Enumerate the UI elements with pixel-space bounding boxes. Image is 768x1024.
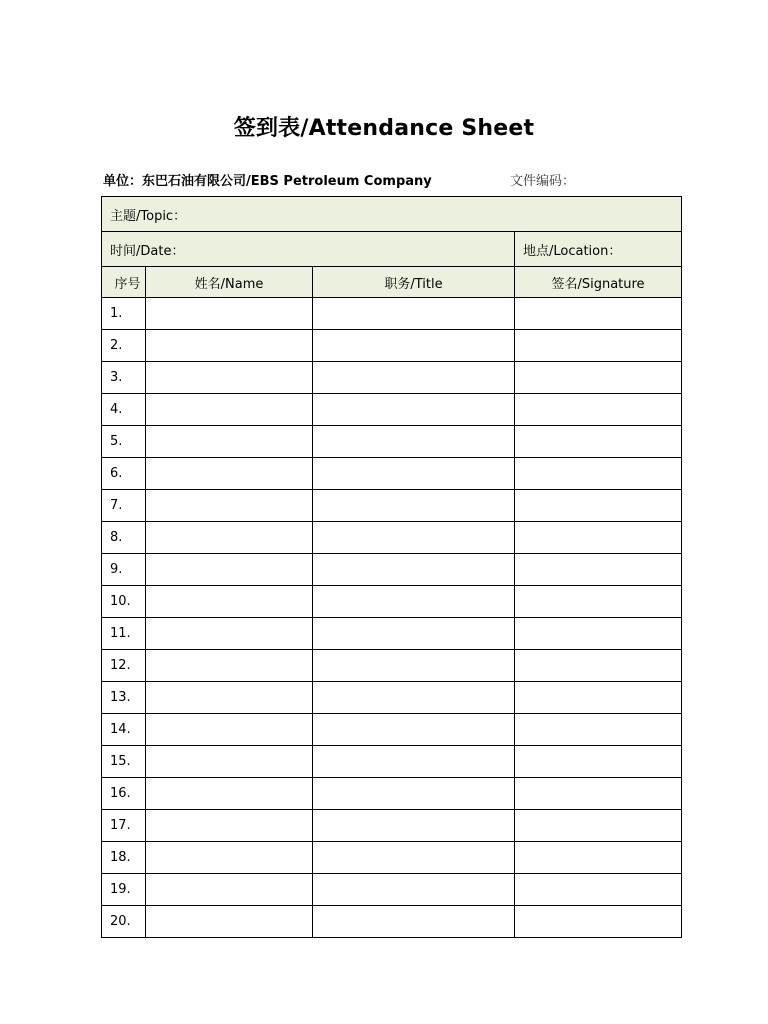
table-row [102,842,682,874]
signature-cell[interactable] [515,906,682,938]
signature-cell[interactable] [515,394,682,426]
signature-cell[interactable] [515,522,682,554]
signature-cell[interactable] [515,586,682,618]
name-cell[interactable] [146,906,313,938]
row-index: 13. [102,682,146,714]
header-title: 职务/Title [313,267,515,298]
title-cell[interactable] [313,298,515,330]
signature-cell[interactable] [515,362,682,394]
table-row [102,810,682,842]
topic-field[interactable]: 主题/Topic： [102,197,682,232]
row-index: 15. [102,746,146,778]
table-row [102,778,682,810]
name-cell[interactable] [146,298,313,330]
name-cell[interactable] [146,618,313,650]
row-index: 19. [102,874,146,906]
title-cell[interactable] [313,746,515,778]
row-index: 6. [102,458,146,490]
title-cell[interactable] [313,490,515,522]
signature-cell[interactable] [515,330,682,362]
name-cell[interactable] [146,522,313,554]
title-cell[interactable] [313,778,515,810]
title-cell[interactable] [313,650,515,682]
row-index: 4. [102,394,146,426]
row-index: 5. [102,426,146,458]
signature-cell[interactable] [515,554,682,586]
table-row [102,458,682,490]
title-cell[interactable] [313,682,515,714]
row-index: 11. [102,618,146,650]
signature-cell[interactable] [515,618,682,650]
header-signature: 签名/Signature [515,267,682,298]
name-cell[interactable] [146,682,313,714]
doc-number-label: 文件编码： [510,174,576,189]
name-cell[interactable] [146,778,313,810]
signature-cell[interactable] [515,458,682,490]
location-field[interactable]: 地点/Location： [515,232,682,267]
table-row [102,394,682,426]
name-cell[interactable] [146,810,313,842]
table-row [102,618,682,650]
table-row [102,522,682,554]
name-cell[interactable] [146,362,313,394]
row-index: 12. [102,650,146,682]
date-field[interactable]: 时间/Date： [102,232,515,267]
row-index: 1. [102,298,146,330]
name-cell[interactable] [146,874,313,906]
row-index: 10. [102,586,146,618]
table-row [102,490,682,522]
row-index: 3. [102,362,146,394]
title-cell[interactable] [313,906,515,938]
table-row [102,650,682,682]
row-index: 14. [102,714,146,746]
table-header-row [102,267,682,298]
table-row [102,298,682,330]
title-cell[interactable] [313,618,515,650]
name-cell[interactable] [146,490,313,522]
signature-cell[interactable] [515,298,682,330]
name-cell[interactable] [146,426,313,458]
title-cell[interactable] [313,874,515,906]
signature-cell[interactable] [515,778,682,810]
title-cell[interactable] [313,714,515,746]
title-cell[interactable] [313,330,515,362]
table-row [102,714,682,746]
signature-cell[interactable] [515,874,682,906]
table-row [102,874,682,906]
signature-cell[interactable] [515,426,682,458]
row-index: 16. [102,778,146,810]
name-cell[interactable] [146,394,313,426]
signature-cell[interactable] [515,746,682,778]
signature-cell[interactable] [515,490,682,522]
signature-cell[interactable] [515,714,682,746]
table-row [102,586,682,618]
title-cell[interactable] [313,842,515,874]
table-row [102,426,682,458]
title-cell[interactable] [313,522,515,554]
signature-cell[interactable] [515,650,682,682]
title-cell[interactable] [313,458,515,490]
table-row [102,906,682,938]
name-cell[interactable] [146,746,313,778]
row-index: 17. [102,810,146,842]
row-index: 2. [102,330,146,362]
name-cell[interactable] [146,458,313,490]
topic-row [102,197,682,232]
date-location-row [102,232,682,267]
name-cell[interactable] [146,650,313,682]
name-cell[interactable] [146,554,313,586]
row-index: 18. [102,842,146,874]
name-cell[interactable] [146,586,313,618]
table-row [102,330,682,362]
title-cell[interactable] [313,586,515,618]
title-cell[interactable] [313,810,515,842]
row-index: 20. [102,906,146,938]
signature-cell[interactable] [515,682,682,714]
row-index: 7. [102,490,146,522]
header-name: 姓名/Name [146,267,313,298]
name-cell[interactable] [146,842,313,874]
name-cell[interactable] [146,714,313,746]
name-cell[interactable] [146,330,313,362]
title-cell[interactable] [313,362,515,394]
title-cell[interactable] [313,394,515,426]
attendance-table [101,196,682,938]
signature-cell[interactable] [515,810,682,842]
row-index: 8. [102,522,146,554]
signature-cell[interactable] [515,842,682,874]
document-title: 签到表/Attendance Sheet [233,116,535,141]
header-index: 序号 [102,267,146,298]
row-index: 9. [102,554,146,586]
title-cell[interactable] [313,554,515,586]
table-row [102,682,682,714]
title-cell[interactable] [313,426,515,458]
table-row [102,554,682,586]
table-row [102,746,682,778]
table-row [102,362,682,394]
company-label: 单位：东巴石油有限公司/EBS Petroleum Company [103,174,432,189]
